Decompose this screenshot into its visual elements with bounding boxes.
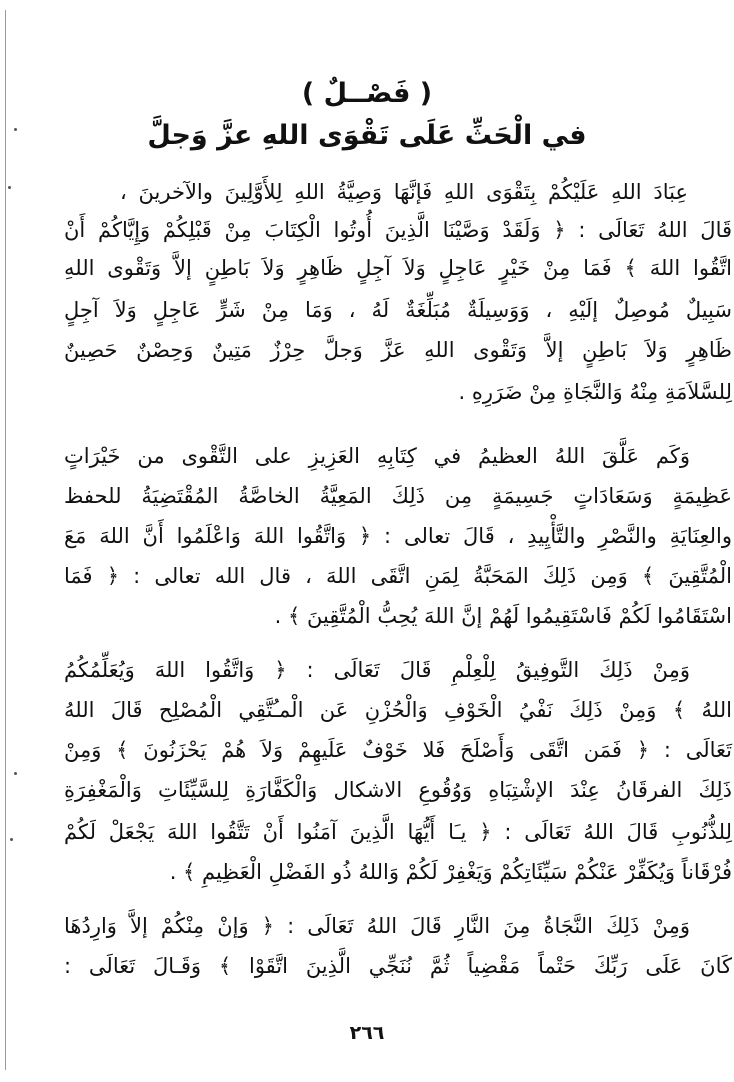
text-line: كَانَ عَلَى رَبِّكَ حَتْماً مَقْضِياً ثُمَّ نُنَجِّي الَّذِينَ اتَّقَوْا ﴾ وَقَـالَ تَعَالَى :	[64, 954, 732, 978]
scan-edge-line	[5, 10, 6, 1070]
text-line: ذَلِكَ الفرقَانُ عِنْدَ الإشْتِبَاهِ وَوُقُوعِ الاشكال وَالْكَفَّارَةِ لِلسَّيِّئَاتِ وَالْمَغْفِرَةِ	[64, 778, 732, 802]
text-line: وَمِنْ ذَلِكَ التَّوفِيقُ لِلْعِلْمِ قَالَ تَعَالَى : ﴿ وَاتَّقُوا اللهَ وَيُعَلِّمُكُمُ	[64, 658, 690, 682]
text-line: اتَّقُوا اللهَ ﴾ فَمَا مِنْ خَيْرٍ عَاجِلٍ وَلاَ آجِلٍ ظَاهِرٍ وَلاَ بَاطِنٍ إلاَّ وَتَقْوى اللهِ	[64, 256, 732, 280]
section-heading: ( فَصْــلٌ )	[301, 78, 433, 109]
text-line: ظَاهِرٍ وَلاَ بَاطِنٍ إلاَّ وَتَقْوى اللهِ عَزَّ وَجلَّ حِرْزٌ مَتِينٌ وَحِصْنٌ حَصِينٌ	[64, 338, 732, 362]
text-line: الْمُتَّقِينَ ﴾ وَمِن ذَلِكَ المَحَبَّةُ لِمَنِ اتَّقَى اللهَ ، قال الله تعالى : ﴿ فَمَا	[64, 564, 732, 588]
text-line: لِلذُّنُوبِ قَالَ اللهُ تَعَالَى : ﴿ يـَا أَيُّهَا الَّذِينَ آمَنُوا أَنْ تَتَّقُوا اللهَ يَجْعَلْ لَكُمْ	[64, 820, 732, 844]
text-line: عَظِيمَةٍ وَسَعَادَاتٍ جَسِيمَةٍ مِن ذَلِكَ المَعِيَّةُ الخاصَّةُ المُقْتَضِيَةُ للحفظ	[64, 484, 732, 508]
text-line: قَالَ اللهُ تَعَالَى : ﴿ وَلَقَدْ وَصَّيْنَا الَّذِينَ أُوتُوا الْكِتَابَ مِنْ قَبْلِكُمْ وَإِيَّاكُمْ أَنْ	[64, 218, 732, 242]
text-line: اسْتَقَامُوا لَكُمْ فَاسْتَقِيمُوا لَهُمْ إنَّ اللهَ يُحِبُّ الْمُتَّقِينَ ﴾ .	[274, 604, 732, 628]
scan-speck	[8, 186, 11, 189]
text-line: تَعَالَى : ﴿ فَمَن اتَّقَى وَأَصْلَحَ فَلا خَوْفٌ عَلَيهِمْ وَلاَ هُمْ يَحْزَنُونَ ﴾ وَمِنْ	[64, 738, 732, 762]
text-line: سَبِيلٌ مُوصِلٌ إلَيْهِ ، وَوَسِيلَةٌ مُبَلِّغَةٌ لَهُ ، وَمَا مِنْ شَرٍّ عَاجِلٍ وَلاَ آجِلٍ	[64, 298, 732, 322]
text-line: وَمِنْ ذَلِكَ النَّجَاةُ مِنَ النَّارِ قَالَ اللهُ تَعَالَى : ﴿ وَإنْ مِنْكُمْ إلاَّ وَارِدُهَا	[64, 914, 690, 938]
text-line: والعِنَايَةِ والنَّصْرِ والتَّأْيِيدِ ، قَالَ تعالى : ﴿ وَاتَّقُوا اللهَ وَاعْلَمُوا أَنَّ اللهَ مَعَ	[64, 524, 732, 548]
text-line: اللهُ ﴾ وَمِنْ ذَلِكَ نَفْيُ الْخَوْفِ وَالْحُزْنِ عَن الْمـُتَّقِي الْمُصْلِح قَالَ اللهُ	[64, 698, 732, 722]
text-line: عِبَادَ اللهِ عَلَيْكُمْ بِتَقْوَى اللهِ فَإنَّهَا وَصِيَّةُ اللهِ لِلأَوَّلِينَ والآخرينَ ،	[120, 180, 688, 204]
scan-speck	[14, 772, 17, 775]
scan-speck	[10, 838, 13, 841]
text-line: فُرْقَاناً وَيُكَفِّرْ عَنْكُمْ سَيِّئَاتِكُمْ وَيَغْفِرْ لَكُمْ وَاللهُ ذُو الفَضْلِ الْعَظِيمِ ﴾ .	[169, 860, 732, 884]
page-number: ٢٦٦	[349, 1022, 385, 1044]
text-line: وَكَم عَلَّقَ اللهُ العظيمُ في كِتَابِهِ العَزِيزِ على التَّقْوى من خَيْرَاتٍ	[64, 444, 690, 468]
text-line: لِلسَّلاَمَةِ مِنْهُ وَالنَّجَاةِ مِنْ ضَرَرِهِ .	[458, 380, 732, 404]
section-title: في الْحَثِّ عَلَى تَقْوَى اللهِ عزَّ وَجلَّ	[147, 120, 587, 151]
